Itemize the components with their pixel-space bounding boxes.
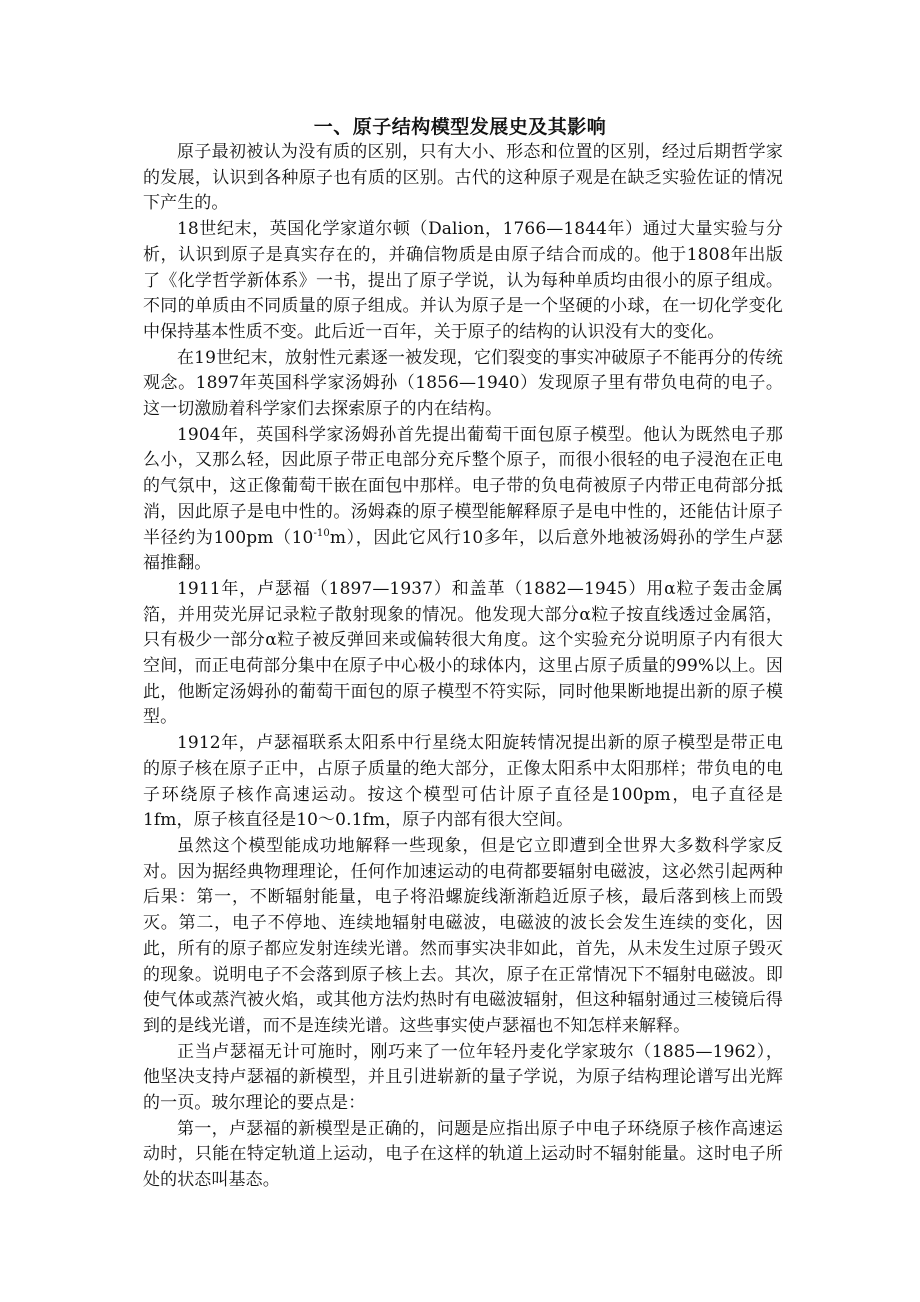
paragraph-dalton: 18世纪末，英国化学家道尔顿（Dalion，1766—1844年）通过大量实验与分析，认识到原子是真实存在的，并确信物质是由原子结合而成的。他于1808年出版了《化学哲学新体系》一书，提出了原子学说，认为每种单质均由很小的原子组成。不同的单质由不同质量的原子组成。并认为原子是一个坚硬的小球，在一切化学变化中保持基本性质不变。此后近一百年，关于原子的结构的认识没有大的变化。: [143, 219, 783, 342]
paragraph-electron-discovery: 在19世纪末，放射性元素逐一被发现，它们裂变的事实冲破原子不能再分的传统观念。1897年英国科学家汤姆孙（1856—1940）发现原子里有带负电荷的电子。这一切激励着科学家们去探索原子的内在结构。: [143, 347, 783, 420]
paragraph-ancient-atom: 原子最初被认为没有质的区别，只有大小、形态和位置的区别，经过后期哲学家的发展，认识到各种原子也有质的区别。古代的这种原子观是在缺乏实验佐证的情况下产生的。: [143, 142, 783, 214]
paragraph-bohr-intro: 正当卢瑟福无计可施时，刚巧来了一位年轻丹麦化学家玻尔（1885—1962），他坚决支持卢瑟福的新模型，并且引进崭新的量子学说，为原子结构理论谱写出光辉的一页。玻尔理论的要点是：: [143, 1041, 783, 1114]
document-title: 一、原子结构模型发展史及其影响: [313, 116, 607, 138]
thomson-text-before: 1904年，英国科学家汤姆孙首先提出葡萄干面包原子模型。他认为既然电子那么小，又那么轻，因此原子带正电部分充斥整个原子，而很小很轻的电子浸泡在正电的气氛中，这正像葡萄干嵌在面包中那样。电子带的负电荷被原子内带正电荷部分抵消，因此原子是电中性的。汤姆森的原子模型能解释原子是电中性的，还能估计原子半径约为100pm（10: [143, 424, 783, 548]
document-body: [143, 140, 783, 1194]
thomson-text-after: m），因此它风行10多年，以后意外地被汤姆孙的学生卢瑟福推翻。: [143, 527, 783, 574]
paragraph-rutherford-experiment: 1911年，卢瑟福（1897—1937）和盖革（1882—1945）用α粒子轰击金属箔，并用荧光屏记录粒子散射现象的情况。他发现大部分α粒子按直线透过金属箔，只有极少一部分α粒子被反弹回来或偏转很大角度。这个实验充分说明原子内有很大空间，而正电荷部分集中在原子中心极小的球体内，这里占原子质量的99%以上。因此，他断定汤姆孙的葡萄干面包的原子模型不符实际，同时他果断地提出新的原子模型。: [143, 578, 783, 728]
paragraph-model-objections: 虽然这个模型能成功地解释一些现象，但是它立即遭到全世界大多数科学家反对。因为据经典物理理论，任何作加速运动的电荷都要辐射电磁波，这必然引起两种后果：第一，不断辐射能量，电子将沿螺旋线渐渐趋近原子核，最后落到核上而毁灭。第二，电子不停地、连续地辐射电磁波，电磁波的波长会发生连续的变化，因此，所有的原子都应发射连续光谱。然而事实决非如此，首先，从未发生过原子毁灭的现象。说明电子不会落到原子核上去。其次，原子在正常情况下不辐射电磁波。即使气体或蒸汽被火焰，或其他方法灼热时有电磁波辐射，但这种辐射通过三棱镜后得到的是线光谱，而不是连续光谱。这些事实使卢瑟福也不知怎样来解释。: [143, 835, 783, 1036]
paragraph-rutherford-model: 1912年，卢瑟福联系太阳系中行星绕太阳旋转情况提出新的原子模型是带正电的原子核在原子正中，占原子质量的绝大部分，正像太阳系中太阳那样；带负电的电子环绕原子核作高速运动。按这个模型可估计原子直径是100pm，电子直径是1fm，原子核直径是10～0.1fm，原子内部有很大空间。: [143, 733, 783, 831]
exponent-superscript: -10: [313, 527, 330, 539]
paragraph-thomson-model: [143, 423, 783, 577]
paragraph-bohr-point-one: 第一，卢瑟福的新模型是正确的，问题是应指出原子中电子环绕原子核作高速运动时，只能在特定轨道上运动，电子在这样的轨道上运动时不辐射能量。这时电子所处的状态叫基态。: [143, 1118, 783, 1191]
